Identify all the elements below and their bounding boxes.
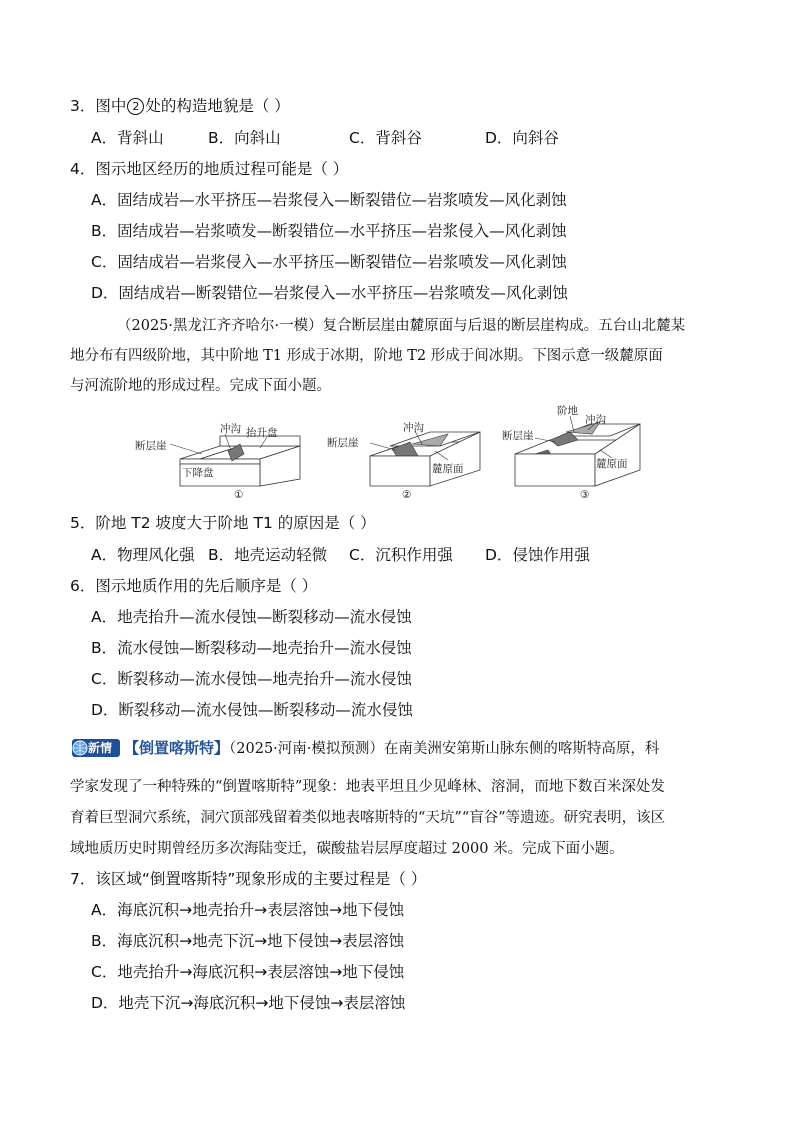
q6-option-c[interactable]: C．断裂移动—流水侵蚀—地壳抬升—流水侵蚀 bbox=[91, 670, 412, 688]
q5-option-d[interactable]: D．侵蚀作用强 bbox=[485, 546, 590, 564]
q7-stem: 7．该区域“倒置喀斯特”现象形成的主要过程是（ ） bbox=[70, 870, 427, 888]
panel-2 bbox=[327, 421, 480, 501]
q7-option-d[interactable]: D．地壳下沉→海底沉积→地下侵蚀→表层溶蚀 bbox=[91, 994, 406, 1012]
stem2-title: 【倒置喀斯特】 bbox=[124, 739, 230, 757]
q6-option-b[interactable]: B．流水侵蚀—断裂移动—地壳抬升—流水侵蚀 bbox=[91, 639, 412, 657]
q6-stem: 6．图示地质作用的先后顺序是（ ） bbox=[70, 577, 318, 595]
stem1-line-1: （2025·黑龙江齐齐哈尔·一模）复合断层崖由麓原面与后退的断层崖构成。五台山北麓某 bbox=[117, 318, 686, 334]
stem1-line-3: 与河流阶地的形成过程。完成下面小题。 bbox=[70, 378, 331, 394]
p2-number: ② bbox=[402, 489, 412, 501]
q3-stem-post: 处的构造地貌是（ ） bbox=[145, 97, 290, 115]
panel-3 bbox=[502, 404, 640, 501]
p2-gully-label: 冲沟 bbox=[403, 422, 424, 434]
p2-pediment-label: 麓原面 bbox=[432, 463, 464, 475]
new-context-badge bbox=[72, 738, 120, 771]
stem2-line-4: 域地质历史时期曾经历多次海陆变迁，碳酸盐岩层厚度超过 2000 米。完成下面小题。 bbox=[70, 841, 624, 857]
p3-pediment-label: 麓原面 bbox=[596, 458, 628, 470]
q3-stem bbox=[70, 96, 290, 116]
p1-number: ① bbox=[234, 489, 244, 501]
q3-option-a[interactable]: A．背斜山 bbox=[91, 129, 164, 147]
p2-fault-scarp-label: 断层崖 bbox=[327, 437, 359, 449]
q3-option-c[interactable]: C．背斜谷 bbox=[349, 129, 422, 147]
q3-option-b[interactable]: B．向斜山 bbox=[208, 129, 281, 147]
p1-gully-label: 冲沟 bbox=[220, 423, 241, 435]
q4-option-d[interactable]: D．固结成岩—断裂错位—岩浆侵入—水平挤压—岩浆喷发—风化剥蚀 bbox=[91, 284, 568, 302]
p3-number: ③ bbox=[580, 489, 590, 501]
q7-option-c[interactable]: C．地壳抬升→海底沉积→表层溶蚀→地下侵蚀 bbox=[91, 963, 405, 981]
stem2-line-3: 育着巨型洞穴系统，洞穴顶部残留着类似地表喀斯特的“天坑”“盲谷”等遗迹。研究表明，该区 bbox=[70, 810, 666, 826]
q3-stem-pre: 3．图中 bbox=[70, 97, 127, 115]
q3-option-d[interactable]: D．向斜谷 bbox=[485, 129, 559, 147]
q7-option-a[interactable]: A．海底沉积→地壳抬升→表层溶蚀→地下侵蚀 bbox=[91, 901, 405, 919]
fault-scarp-diagram bbox=[130, 404, 670, 504]
q4-option-a[interactable]: A．固结成岩—水平挤压—岩浆侵入—断裂错位—岩浆喷发—风化剥蚀 bbox=[91, 191, 567, 209]
p3-fault-scarp-label: 断层崖 bbox=[502, 430, 534, 442]
p1-upthrown-label: 抬升盘 bbox=[246, 427, 278, 439]
p3-terrace-label: 阶地 bbox=[557, 405, 578, 417]
stem2-line-1 bbox=[124, 738, 659, 759]
stem1-line-2: 地分布有四级阶地，其中阶地 T1 形成于冰期，阶地 T2 形成于间冰期。下图示意一级麓原面 bbox=[70, 348, 663, 364]
q4-option-c[interactable]: C．固结成岩—岩浆侵入—水平挤压—断裂错位—岩浆喷发—风化剥蚀 bbox=[91, 253, 567, 271]
q5-option-c[interactable]: C．沉积作用强 bbox=[349, 546, 453, 564]
q5-option-b[interactable]: B．地壳运动轻微 bbox=[208, 546, 328, 564]
q6-option-a[interactable]: A．地壳抬升—流水侵蚀—断裂移动—流水侵蚀 bbox=[91, 608, 412, 626]
q5-option-a[interactable]: A．物理风化强 bbox=[91, 546, 195, 564]
q7-option-b[interactable]: B．海底沉积→地壳下沉→地下侵蚀→表层溶蚀 bbox=[91, 932, 405, 950]
p1-fault-scarp-label: 断层崖 bbox=[135, 440, 167, 452]
q6-option-d[interactable]: D．断裂移动—流水侵蚀—断裂移动—流水侵蚀 bbox=[91, 701, 413, 719]
badge-label: 新情境 bbox=[88, 741, 113, 771]
p3-gully-label: 冲沟 bbox=[585, 414, 606, 426]
q5-stem: 5．阶地 T2 坡度大于阶地 T1 的原因是（ ） bbox=[70, 514, 376, 532]
stem2-line-1-rest: （2025·河南·模拟预测）在南美洲安第斯山脉东侧的喀斯特高原，科 bbox=[229, 741, 660, 757]
circled-number: 2 bbox=[127, 98, 144, 115]
stem2-line-2: 学家发现了一种特殊的“倒置喀斯特”现象：地表平坦且少见峰林、溶洞，而地下数百米深处发 bbox=[70, 779, 665, 795]
p1-downthrown-label: 下降盘 bbox=[182, 467, 214, 479]
q4-option-b[interactable]: B．固结成岩—岩浆喷发—断裂错位—水平挤压—岩浆侵入—风化剥蚀 bbox=[91, 222, 567, 240]
q4-stem: 4．图示地区经历的地质过程可能是（ ） bbox=[70, 160, 349, 178]
panel-1 bbox=[135, 422, 300, 501]
